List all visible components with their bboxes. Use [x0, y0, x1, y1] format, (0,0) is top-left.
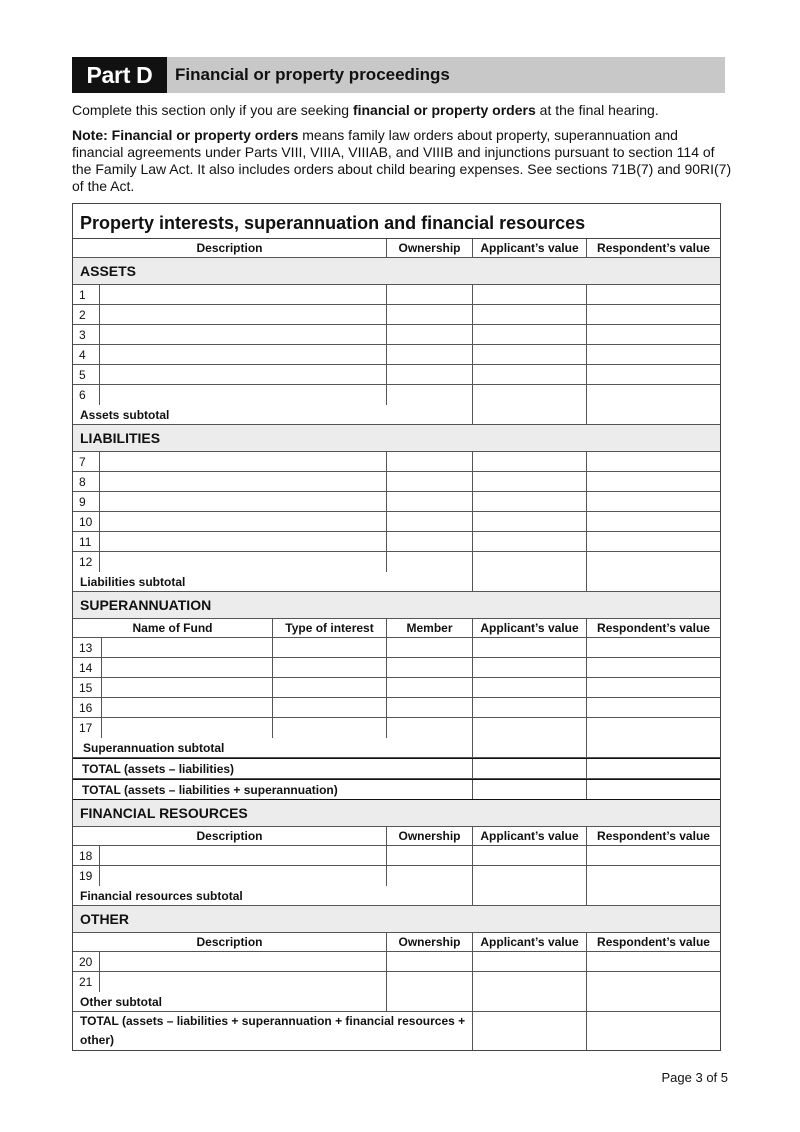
col-other-applicant: Applicant’s value — [473, 933, 587, 951]
row-number: 13 — [73, 638, 102, 657]
asset-applicant-value-field[interactable] — [473, 345, 587, 364]
super-fund-name-field[interactable] — [102, 658, 273, 677]
super-member-field[interactable] — [387, 718, 473, 738]
col-super-respondent: Respondent’s value — [597, 621, 710, 635]
super-applicant-value-field[interactable] — [473, 718, 587, 738]
asset-description-field[interactable] — [100, 305, 387, 324]
intro-bold: financial or property orders — [352, 102, 536, 118]
part-label: Part D — [72, 57, 167, 93]
super-member-field[interactable] — [387, 678, 473, 697]
super-respondent-value-field[interactable] — [587, 718, 720, 738]
liability-row — [73, 532, 720, 552]
asset-applicant-value-field[interactable] — [473, 365, 587, 384]
asset-ownership-field[interactable] — [387, 325, 473, 344]
financial-respondent-value-field[interactable] — [587, 846, 720, 865]
total-with-super-label: TOTAL (assets – liabilities + superannuation) — [73, 780, 473, 799]
liability-row — [73, 552, 720, 572]
super-member-field[interactable] — [387, 698, 473, 717]
col-description: Description — [73, 239, 387, 257]
note-body: means family law orders about property, superannuation and financial agreements under Parts VIII, VIIIA, VIIIAB, and VIIIB and injunctions pursuant to section 114 of the Family Law Act. It also includes orders about child bearing expenses. See sections 71B(7) and 90RI(7) of the Act. — [72, 127, 732, 194]
super-type-field[interactable] — [273, 638, 387, 657]
asset-description-field[interactable] — [100, 285, 387, 304]
liabilities-subtotal-respondent[interactable] — [587, 572, 720, 591]
col-super-applicant: Applicant’s value — [473, 619, 587, 637]
row-number: 14 — [73, 658, 102, 677]
intro-post: at the final hearing. — [535, 102, 659, 118]
super-subtotal-label: Superannuation subtotal — [73, 738, 473, 757]
section-superannuation: SUPERANNUATION — [73, 592, 720, 619]
asset-applicant-value-field[interactable] — [473, 385, 587, 405]
financial-ownership-field[interactable] — [387, 846, 473, 865]
super-column-header — [73, 619, 720, 638]
liability-description-field[interactable] — [100, 532, 387, 551]
other-subtotal-label: Other subtotal — [73, 992, 387, 1011]
col-applicant: Applicant’s value — [473, 239, 587, 257]
row-number: 11 — [73, 532, 100, 551]
row-number: 5 — [73, 365, 100, 384]
liability-respondent-value-field[interactable] — [587, 552, 720, 572]
page-number: Page 3 of 5 — [661, 1070, 728, 1085]
financial-applicant-value-field[interactable] — [473, 866, 587, 886]
row-number: 15 — [73, 678, 102, 697]
row-number: 9 — [73, 492, 100, 511]
col-other-respondent: Respondent’s value — [597, 935, 710, 949]
other-applicant-value-field[interactable] — [473, 952, 587, 971]
financial-description-field[interactable] — [100, 866, 387, 886]
asset-respondent-value-field[interactable] — [587, 385, 720, 405]
super-applicant-value-field[interactable] — [473, 638, 587, 657]
col-ownership: Ownership — [387, 239, 473, 257]
asset-description-field[interactable] — [100, 385, 387, 405]
super-respondent-value-field[interactable] — [587, 698, 720, 717]
liability-row — [73, 512, 720, 532]
liability-respondent-value-field[interactable] — [587, 472, 720, 491]
grand-total-respondent[interactable] — [587, 1012, 720, 1050]
col-other-description: Description — [73, 933, 387, 951]
assets-subtotal-row — [73, 405, 720, 425]
part-header — [72, 57, 725, 93]
liability-applicant-value-field[interactable] — [473, 512, 587, 531]
super-fund-name-field[interactable] — [102, 718, 273, 738]
liability-description-field[interactable] — [100, 472, 387, 491]
row-number: 3 — [73, 325, 100, 344]
assets-subtotal-respondent[interactable] — [587, 405, 720, 424]
asset-row — [73, 345, 720, 365]
financial-subtotal-row — [73, 886, 720, 906]
financial-column-header — [73, 827, 720, 846]
liability-ownership-field[interactable] — [387, 512, 473, 531]
super-respondent-value-field[interactable] — [587, 658, 720, 677]
other-applicant-value-field[interactable] — [473, 972, 587, 992]
asset-applicant-value-field[interactable] — [473, 285, 587, 304]
super-subtotal-row — [73, 738, 720, 758]
super-fund-name-field[interactable] — [102, 638, 273, 657]
total-with-super-applicant[interactable] — [473, 780, 587, 799]
liability-ownership-field[interactable] — [387, 552, 473, 572]
total-assets-liabilities-label: TOTAL (assets – liabilities) — [73, 759, 473, 778]
asset-ownership-field[interactable] — [387, 385, 473, 405]
super-type-field[interactable] — [273, 718, 387, 738]
total-assets-liabilities-respondent[interactable] — [587, 759, 720, 778]
liabilities-subtotal-applicant[interactable] — [473, 572, 587, 591]
super-row — [73, 658, 720, 678]
super-applicant-value-field[interactable] — [473, 658, 587, 677]
row-number: 2 — [73, 305, 100, 324]
intro-pre: Complete this section only if you are seeking — [72, 102, 353, 118]
col-type: Type of interest — [273, 619, 387, 637]
super-row — [73, 718, 720, 738]
column-header — [73, 239, 720, 258]
financial-subtotal-respondent[interactable] — [587, 886, 720, 905]
asset-ownership-field[interactable] — [387, 285, 473, 304]
row-number: 1 — [73, 285, 100, 304]
liability-respondent-value-field[interactable] — [587, 532, 720, 551]
assets-subtotal-label: Assets subtotal — [73, 405, 473, 424]
section-liabilities: LIABILITIES — [73, 425, 720, 452]
asset-applicant-value-field[interactable] — [473, 325, 587, 344]
assets-subtotal-applicant[interactable] — [473, 405, 587, 424]
super-row — [73, 698, 720, 718]
super-subtotal-applicant[interactable] — [473, 738, 587, 757]
row-number: 4 — [73, 345, 100, 364]
asset-row — [73, 365, 720, 385]
liability-respondent-value-field[interactable] — [587, 492, 720, 511]
col-member: Member — [387, 619, 473, 637]
other-subtotal-respondent[interactable] — [587, 992, 720, 1011]
other-ownership-field[interactable] — [387, 952, 473, 971]
asset-respondent-value-field[interactable] — [587, 285, 720, 304]
other-description-field[interactable] — [100, 952, 387, 971]
grand-total-label: TOTAL (assets – liabilities + superannuation + financial resources + other) — [73, 1012, 473, 1050]
other-row — [73, 952, 720, 972]
super-respondent-value-field[interactable] — [587, 678, 720, 697]
grand-total-applicant[interactable] — [473, 1012, 587, 1050]
liability-row — [73, 452, 720, 472]
asset-respondent-value-field[interactable] — [587, 325, 720, 344]
liability-respondent-value-field[interactable] — [587, 452, 720, 471]
super-member-field[interactable] — [387, 638, 473, 657]
super-row — [73, 638, 720, 658]
row-number: 6 — [73, 385, 100, 405]
super-respondent-value-field[interactable] — [587, 638, 720, 657]
liability-applicant-value-field[interactable] — [473, 472, 587, 491]
liability-row — [73, 492, 720, 512]
row-number: 8 — [73, 472, 100, 491]
liabilities-subtotal-row — [73, 572, 720, 592]
asset-description-field[interactable] — [100, 345, 387, 364]
asset-description-field[interactable] — [100, 365, 387, 384]
total-with-super-row — [73, 779, 720, 800]
financial-subtotal-applicant[interactable] — [473, 886, 587, 905]
row-number: 17 — [73, 718, 102, 738]
row-number: 10 — [73, 512, 100, 531]
asset-description-field[interactable] — [100, 325, 387, 344]
row-number: 19 — [73, 866, 100, 886]
super-applicant-value-field[interactable] — [473, 698, 587, 717]
col-fin-applicant: Applicant’s value — [473, 827, 587, 845]
liability-row — [73, 472, 720, 492]
asset-ownership-field[interactable] — [387, 305, 473, 324]
asset-respondent-value-field[interactable] — [587, 345, 720, 364]
col-other-ownership: Ownership — [387, 933, 473, 951]
asset-respondent-value-field[interactable] — [587, 305, 720, 324]
other-subtotal-ownership[interactable] — [387, 992, 473, 1011]
liability-respondent-value-field[interactable] — [587, 512, 720, 531]
col-fin-respondent: Respondent’s value — [597, 829, 710, 843]
other-subtotal-row — [73, 992, 720, 1012]
section-financial-resources: FINANCIAL RESOURCES — [73, 800, 720, 827]
total-with-super-respondent[interactable] — [587, 780, 720, 799]
row-number: 12 — [73, 552, 100, 572]
liability-ownership-field[interactable] — [387, 472, 473, 491]
liability-ownership-field[interactable] — [387, 492, 473, 511]
col-fin-ownership: Ownership — [387, 827, 473, 845]
super-fund-name-field[interactable] — [102, 698, 273, 717]
grand-total-row — [73, 1012, 720, 1050]
financial-ownership-field[interactable] — [387, 866, 473, 886]
row-number: 7 — [73, 452, 100, 471]
other-respondent-value-field[interactable] — [587, 952, 720, 971]
row-number: 21 — [73, 972, 100, 992]
asset-row — [73, 285, 720, 305]
row-number: 18 — [73, 846, 100, 865]
col-fin-description: Description — [73, 827, 387, 845]
financial-row — [73, 846, 720, 866]
section-assets: ASSETS — [73, 258, 720, 285]
part-title: Financial or property proceedings — [175, 65, 450, 84]
asset-respondent-value-field[interactable] — [587, 365, 720, 384]
col-respondent: Respondent’s value — [597, 241, 710, 255]
liability-description-field[interactable] — [100, 452, 387, 471]
other-respondent-value-field[interactable] — [587, 972, 720, 992]
super-type-field[interactable] — [273, 658, 387, 677]
total-assets-liabilities-row — [73, 758, 720, 779]
financial-applicant-value-field[interactable] — [473, 846, 587, 865]
property-form — [72, 203, 721, 1051]
intro-text — [72, 102, 732, 119]
financial-subtotal-label: Financial resources subtotal — [73, 886, 473, 905]
super-type-field[interactable] — [273, 698, 387, 717]
asset-applicant-value-field[interactable] — [473, 305, 587, 324]
asset-row — [73, 305, 720, 325]
super-member-field[interactable] — [387, 658, 473, 677]
super-applicant-value-field[interactable] — [473, 678, 587, 697]
col-fund: Name of Fund — [73, 619, 273, 637]
note-label: Note: Financial or property orders — [72, 127, 299, 143]
note-text — [72, 127, 732, 195]
asset-ownership-field[interactable] — [387, 365, 473, 384]
super-row — [73, 678, 720, 698]
liability-description-field[interactable] — [100, 492, 387, 511]
liability-description-field[interactable] — [100, 512, 387, 531]
asset-row — [73, 385, 720, 405]
other-column-header — [73, 933, 720, 952]
asset-row — [73, 325, 720, 345]
financial-row — [73, 866, 720, 886]
liabilities-subtotal-label: Liabilities subtotal — [73, 572, 473, 591]
other-subtotal-applicant[interactable] — [473, 992, 587, 1011]
financial-respondent-value-field[interactable] — [587, 866, 720, 886]
liability-applicant-value-field[interactable] — [473, 552, 587, 572]
other-description-field[interactable] — [100, 972, 387, 992]
asset-ownership-field[interactable] — [387, 345, 473, 364]
form-title: Property interests, superannuation and financial resources — [73, 204, 720, 239]
liability-ownership-field[interactable] — [387, 452, 473, 471]
liability-applicant-value-field[interactable] — [473, 452, 587, 471]
section-other: OTHER — [73, 906, 720, 933]
row-number: 16 — [73, 698, 102, 717]
super-type-field[interactable] — [273, 678, 387, 697]
other-ownership-field[interactable] — [387, 972, 473, 992]
liability-applicant-value-field[interactable] — [473, 532, 587, 551]
liability-description-field[interactable] — [100, 552, 387, 572]
liability-applicant-value-field[interactable] — [473, 492, 587, 511]
super-fund-name-field[interactable] — [102, 678, 273, 697]
super-subtotal-respondent[interactable] — [587, 738, 720, 757]
total-assets-liabilities-applicant[interactable] — [473, 759, 587, 778]
financial-description-field[interactable] — [100, 846, 387, 865]
liability-ownership-field[interactable] — [387, 532, 473, 551]
other-row — [73, 972, 720, 992]
row-number: 20 — [73, 952, 100, 971]
